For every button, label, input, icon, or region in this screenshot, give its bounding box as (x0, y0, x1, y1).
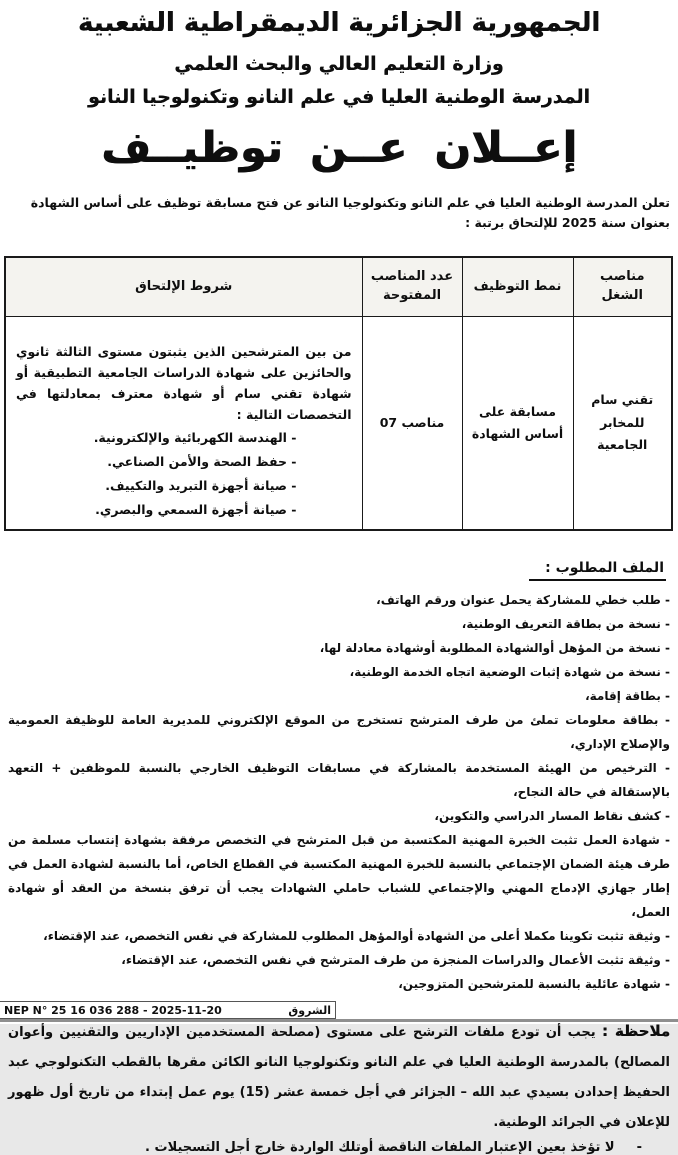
note-label: ملاحظة : (601, 1022, 671, 1040)
col-header-positions: مناصب الشغل (573, 257, 672, 317)
specialty-item: - الهندسة الكهربائية والإلكترونية. (93, 430, 297, 445)
col-header-conditions: شروط الإلتحاق (5, 257, 362, 317)
specialty-item: - صيانة أجهزة السمعي والبصري. (95, 502, 297, 517)
table-header-row (5, 257, 672, 317)
note-bullet-text: لا تؤخذ بعين الإعتبار الملفات الناقصة أوتلك الواردة خارج أجل التسجيلات . (145, 1140, 615, 1155)
required-file-list (8, 588, 670, 996)
list-item: - وثيقة تثبت تكوينا مكملا أعلى من الشهادة أوالمؤهل المطلوب للمشاركة في نفس التخصص، عند الإقتضاء، (43, 929, 670, 943)
list-item: - وثيقة تثبت الأعمال والدراسات المنجزة من طرف المترشح في نفس التخصص، عند الإقتضاء، (121, 953, 670, 967)
announcement-title: إعــلان عــن توظيــف (100, 123, 578, 173)
list-item: - بطاقة معلومات تملئ من طرف المترشح تستخرج من الموقع الإلكتروني للمديرية العامة للوظيفة العمومية والإصلاح الإداري، (8, 713, 670, 751)
specialty-item: - حفظ الصحة والأمن الصناعي. (107, 454, 297, 469)
list-item: - بطاقة إقامة، (585, 689, 670, 703)
col-header-mode: نمط التوظيف (462, 257, 573, 317)
list-item: - نسخة من شهادة إثبات الوضعية اتجاه الخدمة الوطنية، (349, 665, 670, 679)
cell-recruitment-mode: مسابقة على أساس الشهادة (462, 317, 573, 531)
table-row (5, 317, 672, 531)
note-body: يجب أن تودع ملفات الترشح على مستوى (مصلحة المستخدمين الإداريين والتقنيين وأعوان المصالح) بالمدرسة الوطنية العليا في علم النانو وتكنولوجيا النانو الكائن مقرها بالقطب التكنولوجي عبد الحفيظ إحدادن بسيدي عبد الله – الجزائر في أجل خمسة عشر (15) يوم عمل إبتداء من تاريخ أول ظهور للإعلان في الجرائد الوطنية. (8, 1025, 670, 1130)
note-bullet (8, 1140, 642, 1155)
specialty-item: - صيانة أجهزة التبريد والتكييف. (105, 478, 297, 493)
ministry-title: وزارة التعليم العالي والبحث العلمي (174, 53, 504, 75)
conditions-intro: من بين المترشحين الذين يثبتون مستوى الثالثة ثانوي والحائزين على شهادة الدراسات الجامعية التطبيقية أو شهادة تقني سام أو شهادة معترف بمعادلتها في التخصصات التالية : (16, 344, 352, 422)
cell-conditions (5, 317, 362, 531)
list-item: - طلب خطي للمشاركة يحمل عنوان ورقم الهاتف، (376, 593, 670, 607)
required-file-section (0, 557, 666, 581)
document-header (0, 0, 678, 173)
cell-open-positions: 07 مناصب (362, 317, 462, 531)
note-bullet-dash: - (636, 1140, 642, 1155)
publication-reference: NEP N° 25 16 036 288 - 2025-11-20 (4, 1003, 222, 1017)
footer-divider (0, 1019, 678, 1022)
col-header-count: عدد المناصب المفتوحة (362, 257, 462, 317)
intro-paragraph: تعلن المدرسة الوطنية العليا في علم النانو وتكنولوجيا النانو عن فتح مسابقة توظيف على أساس الشهادة بعنوان سنة 2025 للإلتحاق برتبة : (30, 195, 670, 230)
list-item: - نسخة من المؤهل أوالشهادة المطلوبة أوشهادة معادلة لها، (319, 641, 670, 655)
list-item: - شهادة عائلية بالنسبة للمترشحين المتزوجين، (398, 977, 670, 991)
list-item: - نسخة من بطاقة التعريف الوطنية، (461, 617, 670, 631)
required-file-heading: الملف المطلوب : (529, 560, 666, 581)
cell-position: تقني سام للمخابر الجامعية (573, 317, 672, 531)
republic-title: الجمهورية الجزائرية الديمقراطية الشعبية (77, 8, 601, 38)
publication-reference-box (0, 1001, 336, 1019)
newspaper-name: الشروق (288, 1003, 331, 1017)
recruitment-table (4, 256, 673, 531)
list-item: - كشف نقاط المسار الدراسي والتكوين، (434, 809, 670, 823)
school-title: المدرسة الوطنية العليا في علم النانو وتكنولوجيا النانو (87, 86, 591, 108)
list-item: - شهادة العمل تثبت الخبرة المهنية المكتسبة من قبل المترشح في التخصص مرفقة بشهادة إنتساب مسلمة من طرف هيئة الضمان الإجتماعي بالنسبة للخبرة المهنية المكتسبة في القطاع الخاص، أما بالنسبة لشهادة العمل في إطار جهازي الإدماج المهني والإجتماعي للشباب حاملي الشهادات يجب أن ترفق بنسخة من العقد أو شهادة العمل، (8, 833, 670, 919)
list-item: - الترخيص من الهيئة المستخدمة بالمشاركة في مسابقات التوظيف الخارجي بالنسبة للموظفين + التعهد بالإستقالة في حالة النجاح، (8, 761, 670, 799)
note-paragraph (8, 1016, 670, 1138)
